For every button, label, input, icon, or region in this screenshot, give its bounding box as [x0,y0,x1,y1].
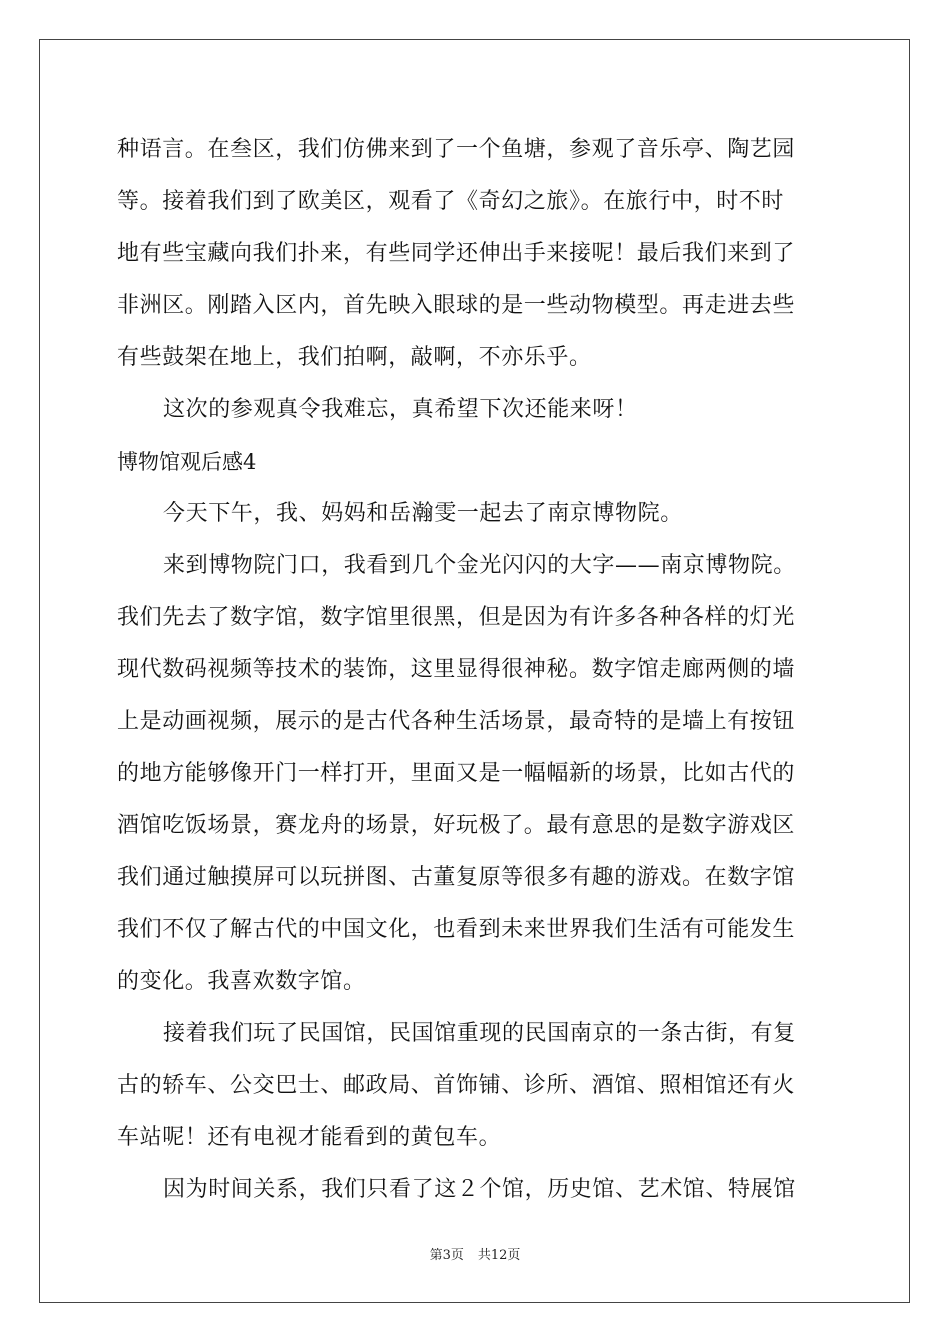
text-line: 等。接着我们到了欧美区，观看了《奇幻之旅》。在旅行中，时不时 [117,189,785,214]
text-line: 今天下午，我、妈妈和岳瀚雯一起去了南京博物院。 [163,501,683,526]
text-line: 古的轿车、公交巴士、邮政局、首饰铺、诊所、酒馆、照相馆还有火 [117,1073,796,1098]
text-line: 来到博物院门口，我看到几个金光闪闪的大字——南京博物院。 [163,553,796,578]
paragraph [117,124,837,384]
paragraph [117,1164,837,1216]
document-body [117,124,837,1216]
text-line: 车站呢！还有电视才能看到的黄包车。 [117,1125,502,1150]
text-line: 种语言。在叁区，我们仿佛来到了一个鱼塘，参观了音乐亭、陶艺园 [117,137,796,162]
text-line: 这次的参观真令我难忘，真希望下次还能来呀！ [163,397,638,422]
text-line: 有些鼓架在地上，我们拍啊，敲啊，不亦乐乎。 [117,345,592,370]
paragraph [117,540,837,1008]
text-line: 因为时间关系，我们只看了这２个馆，历史馆、艺术馆、特展馆 [163,1177,796,1202]
paragraph [117,488,837,540]
text-line: 的地方能够像开门一样打开，里面又是一幅幅新的场景，比如古代的 [117,761,796,786]
text-line: 的变化。我喜欢数字馆。 [117,969,366,994]
paragraph [117,384,837,436]
text-line: 我们通过触摸屏可以玩拼图、古董复原等很多有趣的游戏。在数字馆 [117,865,796,890]
section-heading: 博物馆观后感4 [117,450,257,474]
text-line: 现代数码视频等技术的装饰，这里显得很神秘。数字馆走廊两侧的墙 [117,657,796,682]
text-line: 非洲区。刚踏入区内，首先映入眼球的是一些动物模型。再走进去些 [117,293,796,318]
page-number: 第3页 [429,1248,464,1263]
text-line: 上是动画视频，展示的是古代各种生活场景，最奇特的是墙上有按钮 [117,709,796,734]
text-line: 接着我们玩了民国馆，民国馆重现的民国南京的一条古街，有复 [163,1021,796,1046]
page-total: 共12页 [477,1248,521,1263]
text-line: 我们先去了数字馆，数字馆里很黑，但是因为有许多各种各样的灯光 [117,605,796,630]
text-line: 地有些宝藏向我们扑来，有些同学还伸出手来接呢！最后我们来到了 [117,241,796,266]
paragraph [117,1008,837,1164]
text-line: 我们不仅了解古代的中国文化，也看到未来世界我们生活有可能发生 [117,917,796,942]
page-footer [0,1244,950,1263]
text-line: 酒馆吃饭场景，赛龙舟的场景，好玩极了。最有意思的是数字游戏区 [117,813,796,838]
